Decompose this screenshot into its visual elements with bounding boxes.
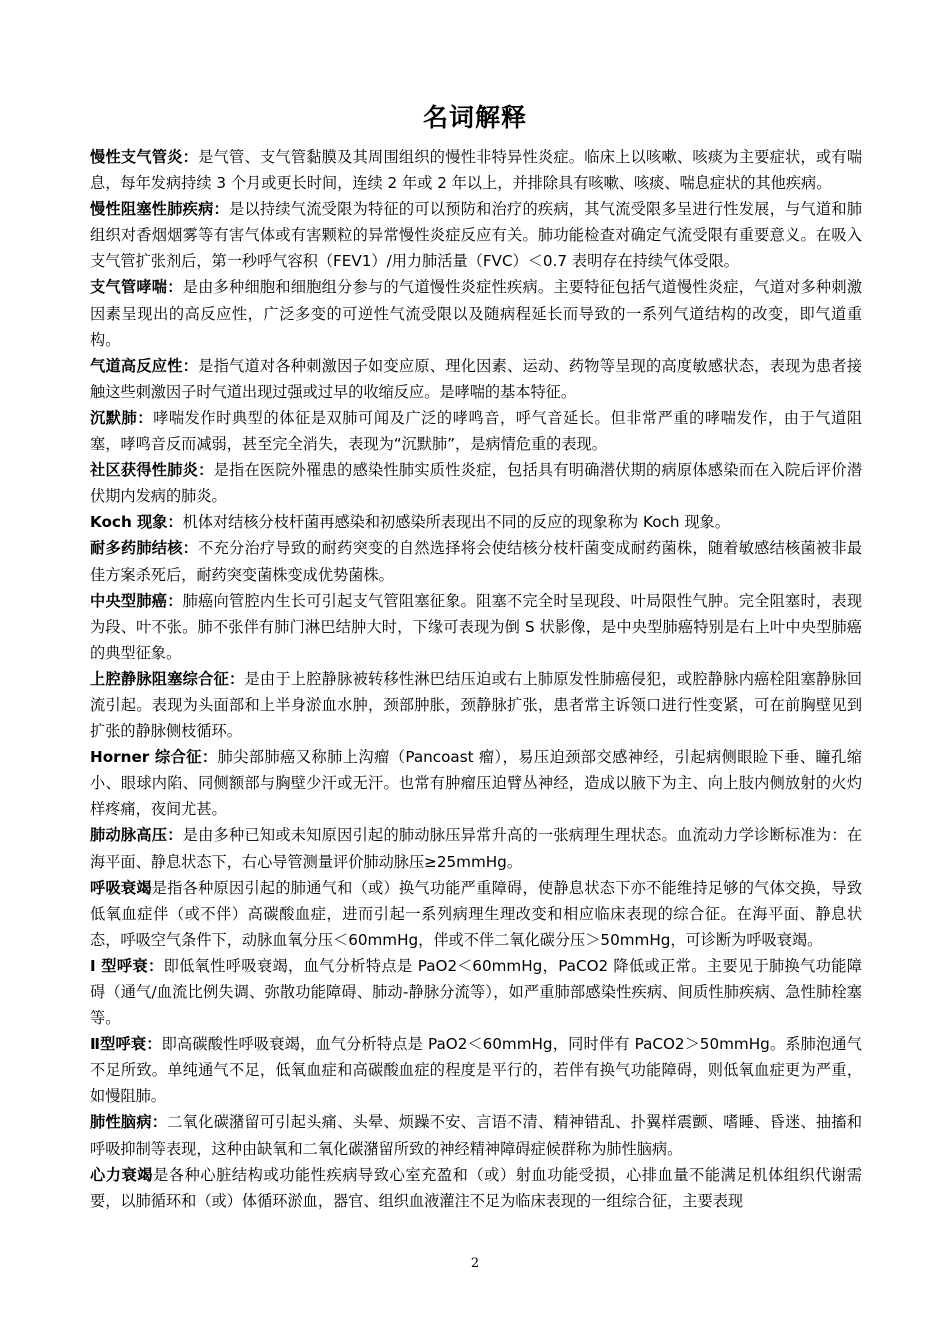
glossary-entry <box>90 274 862 352</box>
entry-term: 沉默肺： <box>90 408 154 427</box>
entry-term: 耐多药肺结核： <box>90 539 199 558</box>
entry-text: 肺尖部肺癌又称肺上沟瘤（Pancoast 瘤），易压迫颈部交感神经，引起病侧眼睑下垂、瞳孔缩小、眼球内陷、同侧额部与胸壁少汗或无汗。也常有肿瘤压迫臂丛神经，造成以腋下为主、向上肢内侧放射的火灼样疼痛，夜间尤甚。 <box>90 748 862 819</box>
entry-term: 支气管哮喘： <box>90 278 183 297</box>
entry-text: 哮喘发作时典型的体征是双肺可闻及广泛的哮鸣音，呼气音延长。但非常严重的哮喘发作，由于气道阻塞，哮鸣音反而减弱，甚至完全消失，表现为“沉默肺”，是病情危重的表现。 <box>90 408 863 454</box>
entry-text: 是以持续气流受限为特征的可以预防和治疗的疾病，其气流受限多呈进行性发展，与气道和肺组织对香烟烟雾等有害气体或有害颗粒的异常慢性炎症反应有关。肺功能检查对确定气流受限有重要意义。在吸入支气管扩张剂后，第一秒呼气容积（FEV1）/用力肺活量（FVC）＜0.7 表明存在持续气体受限。 <box>90 200 863 271</box>
entry-text: 二氧化碳潴留可引起头痛、头晕、烦躁不安、言语不清、精神错乱、扑翼样震颤、嗜睡、昏迷、抽搐和呼吸抑制等表现，这种由缺氧和二氧化碳潴留所致的神经精神障碍症候群称为肺性脑病。 <box>90 1113 863 1158</box>
entry-text: 是指在医院外罹患的感染性肺实质性炎症，包括具有明确潜伏期的病原体感染而在入院后评价潜伏期内发病的肺炎。 <box>90 461 863 506</box>
entry-term: 慢性阻塞性肺疾病： <box>90 200 230 219</box>
entry-text: 机体对结核分枝杆菌再感染和初感染所表现出不同的反应的现象称为 Koch 现象。 <box>182 513 730 532</box>
entry-term: 肺性脑病： <box>90 1113 168 1132</box>
entry-term: 社区获得性肺炎： <box>90 461 214 480</box>
entry-term: I 型呼衰： <box>90 956 164 975</box>
glossary-entry <box>90 353 862 405</box>
glossary-entry <box>90 744 862 822</box>
glossary-entry <box>90 666 862 744</box>
entry-text: 即低氧性呼吸衰竭，血气分析特点是 PaO2＜60mmHg，PaCO2 降低或正常。主要见于肺换气功能障碍（通气/血流比例失调、弥散功能障碍、肺动-静脉分流等），如严重肺部感染性疾病、间质性肺疾病、急性肺栓塞等。 <box>90 956 862 1028</box>
glossary-list <box>90 144 862 1214</box>
entry-text: 是由于上腔静脉被转移性淋巴结压迫或右上肺原发性肺癌侵犯，或腔静脉内癌栓阻塞静脉回流引起。表现为头面部和上半身淤血水肿，颈部肿胀，颈静脉扩张，患者常主诉领口进行性变紧，可在前胸壁见到扩张的静脉侧枝循环。 <box>90 669 863 741</box>
entry-text: 不充分治疗导致的耐药突变的自然选择将会使结核分枝杆菌变成耐药菌株，随着敏感结核菌被非最佳方案杀死后，耐药突变菌株变成优势菌株。 <box>90 539 863 584</box>
entry-text: 即高碳酸性呼吸衰竭，血气分析特点是 PaO2＜60mmHg，同时伴有 PaCO2＞50mmHg。系肺泡通气不足所致。单纯通气不足，低氧血症和高碳酸血症的程度是平行的，若伴有换气功能障碍，则低氧血症更为严重，如慢阻肺。 <box>90 1035 862 1106</box>
entry-term: 肺动脉高压： <box>90 826 183 845</box>
entry-text: 是由多种细胞和细胞组分参与的气道慢性炎症性疾病。主要特征包括气道慢性炎症，气道对多种刺激因素呈现出的高反应性，广泛多变的可逆性气流受限以及随病程延长而导致的一系列气道结构的改变，即气道重构。 <box>90 278 863 349</box>
entry-term: Koch 现象： <box>90 513 183 532</box>
page-number: 2 <box>470 1256 480 1271</box>
glossary-entry <box>90 953 862 1031</box>
entry-text: 是气管、支气管黏膜及其周围组织的慢性非特异性炎症。临床上以咳嗽、咳痰为主要症状，或有喘息，每年发病持续 3 个月或更长时间，连续 2 年或 2 年以上，并排除具有咳嗽、咳痰、喘息症状的其他疾病。 <box>90 148 863 193</box>
glossary-entry <box>90 144 862 196</box>
glossary-entry <box>90 1162 862 1214</box>
glossary-entry <box>90 875 862 953</box>
glossary-entry <box>90 822 862 874</box>
glossary-entry <box>90 457 862 509</box>
glossary-entry <box>90 196 862 274</box>
glossary-entry <box>90 1031 862 1109</box>
glossary-entry <box>90 1109 862 1161</box>
entry-text: 是指各种原因引起的肺通气和（或）换气功能严重障碍，使静息状态下亦不能维持足够的气体交换，导致低氧血症伴（或不伴）高碳酸血症，进而引起一系列病理生理改变和相应临床表现的综合征。在海平面、静息状态，呼吸空气条件下，动脉血氧分压＜60mmHg，伴或不伴二氧化碳分压＞50mmHg，可诊断为呼吸衰竭。 <box>90 878 863 949</box>
entry-term: 上腔静脉阻塞综合征： <box>90 669 245 688</box>
glossary-entry <box>90 588 862 666</box>
entry-text: 是各种心脏结构或功能性疾病导致心室充盈和（或）射血功能受损，心排血量不能满足机体组织代谢需要，以肺循环和（或）体循环淤血，器官、组织血液灌注不足为临床表现的一组综合征，主要表现 <box>90 1165 863 1210</box>
entry-text: 肺癌向管腔内生长可引起支气管阻塞征象。阻塞不完全时呈现段、叶局限性气肿。完全阻塞时，表现为段、叶不张。肺不张伴有肺门淋巴结肿大时，下缘可表现为倒 S 状影像，是中央型肺癌特别是右上叶中央型肺癌的典型征象。 <box>90 591 863 662</box>
entry-term: Horner 综合征： <box>90 748 218 767</box>
glossary-entry <box>90 509 862 535</box>
entry-term: 心力衰竭 <box>90 1165 154 1184</box>
entry-text: 是指气道对各种刺激因子如变应原、理化因素、运动、药物等呈现的高度敏感状态，表现为患者接触这些刺激因子时气道出现过强或过早的收缩反应。是哮喘的基本特征。 <box>90 356 863 401</box>
entry-text: 是由多种已知或未知原因引起的肺动脉压异常升高的一张病理生理状态。血流动力学诊断标准为：在海平面、静息状态下，右心导管测量评价肺动脉压≥25mmHg。 <box>90 826 863 871</box>
glossary-entry <box>90 535 862 587</box>
page-title: 名词解释 <box>422 103 527 132</box>
entry-term: 气道高反应性： <box>90 356 199 375</box>
entry-term: 中央型肺癌： <box>90 591 183 610</box>
entry-term: 慢性支气管炎： <box>90 148 199 166</box>
entry-term: Ⅱ型呼衰： <box>90 1035 162 1054</box>
entry-term: 呼吸衰竭 <box>90 878 152 897</box>
glossary-entry <box>90 405 862 457</box>
